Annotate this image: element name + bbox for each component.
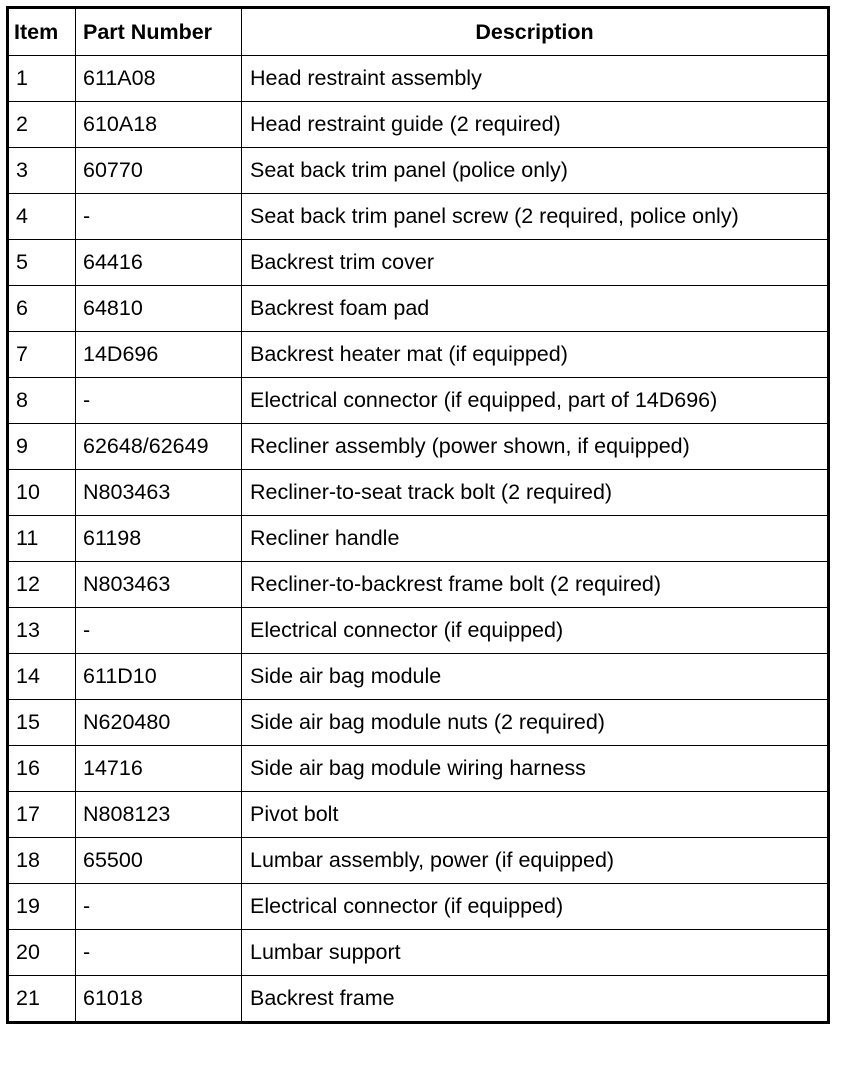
table-row: [8, 562, 829, 608]
cell-item: 1: [8, 56, 76, 102]
cell-item: 16: [8, 746, 76, 792]
cell-desc: Head restraint assembly: [242, 56, 829, 102]
header-part-number: Part Number: [76, 8, 242, 56]
table-row: [8, 102, 829, 148]
cell-item: 21: [8, 976, 76, 1023]
cell-desc: Recliner handle: [242, 516, 829, 562]
cell-desc: Backrest frame: [242, 976, 829, 1023]
cell-part-number: 610A18: [76, 102, 242, 148]
cell-part-number: 14716: [76, 746, 242, 792]
cell-item: 8: [8, 378, 76, 424]
header-item: Item: [8, 8, 76, 56]
cell-item: 7: [8, 332, 76, 378]
cell-desc: Pivot bolt: [242, 792, 829, 838]
cell-desc: Recliner-to-seat track bolt (2 required): [242, 470, 829, 516]
cell-part-number: 611A08: [76, 56, 242, 102]
header-description: Description: [242, 8, 829, 56]
cell-item: 13: [8, 608, 76, 654]
cell-item: 5: [8, 240, 76, 286]
parts-table: [6, 6, 830, 1024]
table-row: [8, 838, 829, 884]
cell-part-number: N808123: [76, 792, 242, 838]
table-row: [8, 700, 829, 746]
cell-part-number: -: [76, 378, 242, 424]
cell-desc: Electrical connector (if equipped, part of 14D696): [242, 378, 829, 424]
cell-part-number: -: [76, 930, 242, 976]
cell-item: 4: [8, 194, 76, 240]
cell-part-number: 60770: [76, 148, 242, 194]
cell-item: 19: [8, 884, 76, 930]
cell-desc: Seat back trim panel (police only): [242, 148, 829, 194]
cell-part-number: 61018: [76, 976, 242, 1023]
cell-desc: Backrest trim cover: [242, 240, 829, 286]
cell-item: 18: [8, 838, 76, 884]
cell-part-number: 611D10: [76, 654, 242, 700]
table-row: [8, 148, 829, 194]
cell-desc: Side air bag module wiring harness: [242, 746, 829, 792]
cell-desc: Backrest foam pad: [242, 286, 829, 332]
cell-desc: Electrical connector (if equipped): [242, 884, 829, 930]
cell-item: 14: [8, 654, 76, 700]
cell-desc: Backrest heater mat (if equipped): [242, 332, 829, 378]
cell-part-number: 64416: [76, 240, 242, 286]
cell-desc: Head restraint guide (2 required): [242, 102, 829, 148]
cell-part-number: N803463: [76, 562, 242, 608]
cell-item: 17: [8, 792, 76, 838]
table-row: [8, 56, 829, 102]
cell-part-number: 65500: [76, 838, 242, 884]
cell-item: 11: [8, 516, 76, 562]
table-row: [8, 654, 829, 700]
cell-desc: Side air bag module nuts (2 required): [242, 700, 829, 746]
cell-item: 10: [8, 470, 76, 516]
table-row: [8, 930, 829, 976]
cell-desc: Lumbar support: [242, 930, 829, 976]
cell-part-number: -: [76, 884, 242, 930]
table-row: [8, 286, 829, 332]
cell-part-number: 14D696: [76, 332, 242, 378]
table-row: [8, 976, 829, 1023]
table-row: [8, 608, 829, 654]
table-row: [8, 884, 829, 930]
table-row: [8, 378, 829, 424]
table-row: [8, 792, 829, 838]
cell-item: 12: [8, 562, 76, 608]
cell-part-number: 62648/62649: [76, 424, 242, 470]
cell-desc: Seat back trim panel screw (2 required, police only): [242, 194, 829, 240]
cell-item: 9: [8, 424, 76, 470]
table-row: [8, 194, 829, 240]
cell-desc: Recliner assembly (power shown, if equipped): [242, 424, 829, 470]
table-row: [8, 516, 829, 562]
cell-part-number: -: [76, 608, 242, 654]
cell-desc: Side air bag module: [242, 654, 829, 700]
cell-part-number: N803463: [76, 470, 242, 516]
cell-item: 20: [8, 930, 76, 976]
table-row: [8, 332, 829, 378]
cell-item: 2: [8, 102, 76, 148]
cell-desc: Recliner-to-backrest frame bolt (2 required): [242, 562, 829, 608]
cell-item: 15: [8, 700, 76, 746]
cell-desc: Lumbar assembly, power (if equipped): [242, 838, 829, 884]
cell-part-number: 61198: [76, 516, 242, 562]
table-row: [8, 470, 829, 516]
table-header-row: [8, 8, 829, 56]
cell-desc: Electrical connector (if equipped): [242, 608, 829, 654]
cell-part-number: N620480: [76, 700, 242, 746]
table-body: [8, 56, 829, 1023]
table-row: [8, 746, 829, 792]
table-row: [8, 240, 829, 286]
cell-part-number: 64810: [76, 286, 242, 332]
cell-part-number: -: [76, 194, 242, 240]
cell-item: 3: [8, 148, 76, 194]
cell-item: 6: [8, 286, 76, 332]
table-row: [8, 424, 829, 470]
